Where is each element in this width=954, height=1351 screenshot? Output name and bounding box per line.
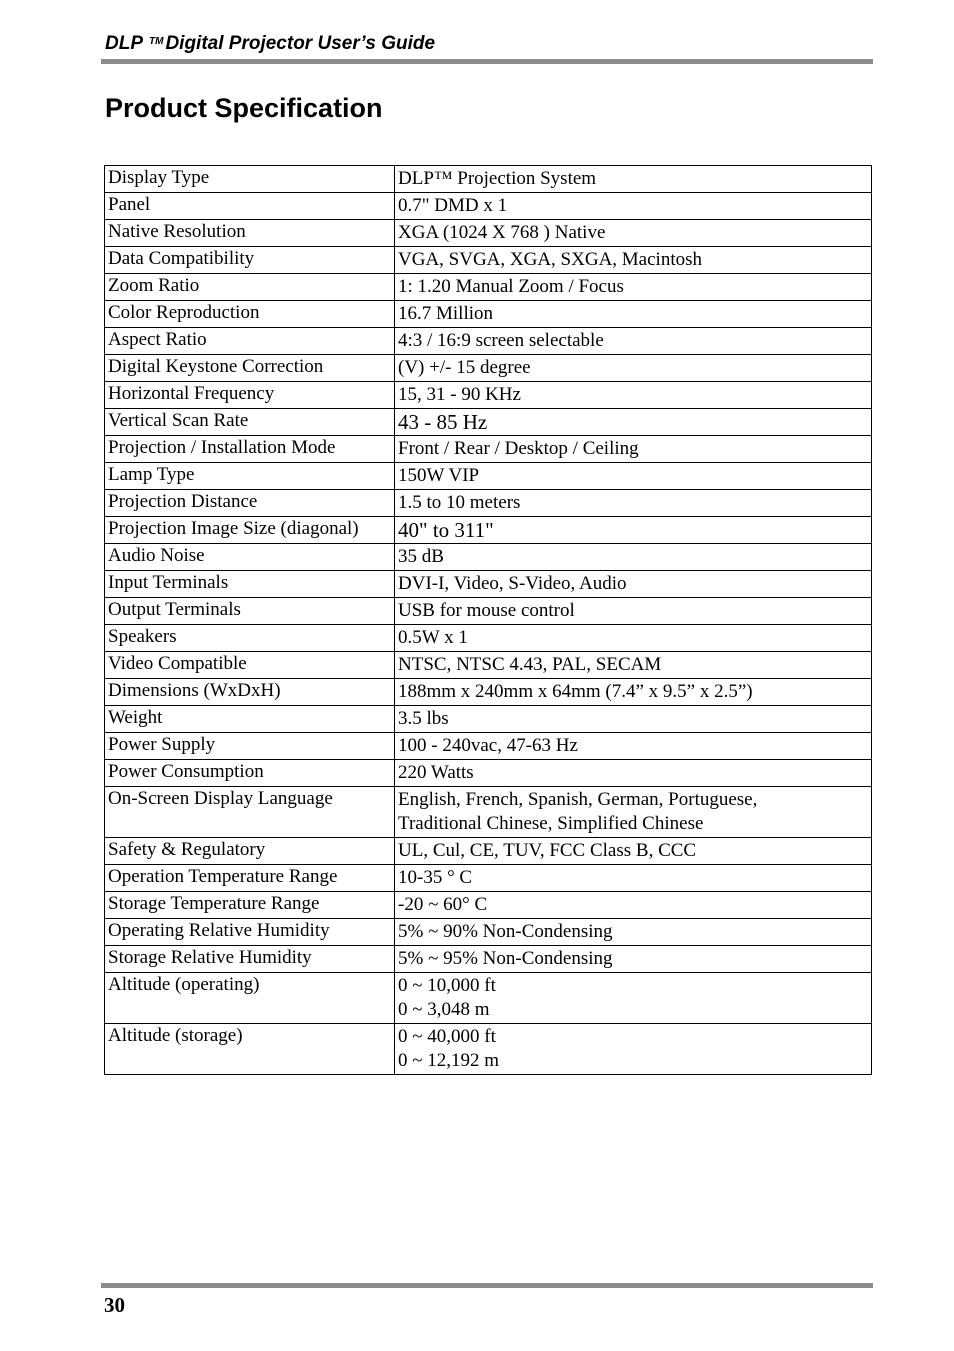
spec-value <box>395 328 872 355</box>
spec-value <box>395 571 872 598</box>
spec-value-line: 0 ~ 40,000 ft <box>398 1026 496 1047</box>
header-prefix: DLP <box>105 33 143 54</box>
spec-label: Projection Image Size (diagonal) <box>105 517 395 544</box>
spec-value <box>395 1024 872 1075</box>
spec-row <box>105 436 872 463</box>
spec-value-line: USB for mouse control <box>398 600 575 621</box>
spec-value-line: 43 - 85 Hz <box>398 410 488 434</box>
footer-rule <box>101 1283 873 1288</box>
spec-label: Dimensions (WxDxH) <box>105 679 395 706</box>
spec-value-line: 5% ~ 90% Non-Condensing <box>398 921 613 942</box>
spec-label: Input Terminals <box>105 571 395 598</box>
spec-value <box>395 733 872 760</box>
spec-value <box>395 946 872 973</box>
spec-value-line: Front / Rear / Desktop / Ceiling <box>398 438 639 459</box>
spec-value-line: English, French, Spanish, German, Portuguese, <box>398 789 758 810</box>
spec-label: Altitude (storage) <box>105 1024 395 1075</box>
spec-label: Weight <box>105 706 395 733</box>
spec-value-line: -20 ~ 60° C <box>398 894 488 915</box>
spec-value-line: 1.5 to 10 meters <box>398 492 521 513</box>
spec-label: Data Compatibility <box>105 247 395 274</box>
header-rule <box>101 59 873 64</box>
spec-label: Safety & Regulatory <box>105 838 395 865</box>
spec-value <box>395 706 872 733</box>
spec-label: Zoom Ratio <box>105 274 395 301</box>
spec-label: Video Compatible <box>105 652 395 679</box>
spec-label: Display Type <box>105 166 395 193</box>
spec-value-line: 0.5W x 1 <box>398 627 468 648</box>
spec-value <box>395 409 872 436</box>
spec-value <box>395 919 872 946</box>
spec-value-line: 15, 31 - 90 KHz <box>398 384 521 405</box>
spec-value-line: UL, Cul, CE, TUV, FCC Class B, CCC <box>398 840 697 861</box>
spec-value-line: (V) +/- 15 degree <box>398 357 531 378</box>
spec-label: Horizontal Frequency <box>105 382 395 409</box>
spec-value <box>395 517 872 544</box>
spec-value-line: 1: 1.20 Manual Zoom / Focus <box>398 276 624 297</box>
spec-value-line: 0 ~ 3,048 m <box>398 999 490 1020</box>
spec-value-line: NTSC, NTSC 4.43, PAL, SECAM <box>398 654 662 675</box>
spec-row <box>105 463 872 490</box>
spec-label: Color Reproduction <box>105 301 395 328</box>
page-title: Product Specification <box>105 93 383 123</box>
spec-row <box>105 382 872 409</box>
spec-label: Digital Keystone Correction <box>105 355 395 382</box>
spec-value <box>395 652 872 679</box>
specification-table <box>104 165 872 1075</box>
spec-label: Speakers <box>105 625 395 652</box>
spec-value-line: DVI-I, Video, S-Video, Audio <box>398 573 627 594</box>
spec-row <box>105 166 872 193</box>
spec-value <box>395 247 872 274</box>
spec-row <box>105 490 872 517</box>
spec-label: Storage Relative Humidity <box>105 946 395 973</box>
spec-value <box>395 787 872 838</box>
spec-value-line: 35 dB <box>398 546 444 567</box>
spec-label: Native Resolution <box>105 220 395 247</box>
spec-value <box>395 193 872 220</box>
spec-label: Audio Noise <box>105 544 395 571</box>
spec-value <box>395 892 872 919</box>
spec-row <box>105 838 872 865</box>
spec-value-line: Traditional Chinese, Simplified Chinese <box>398 813 704 834</box>
spec-row <box>105 193 872 220</box>
spec-value <box>395 436 872 463</box>
header-title: Digital Projector User’s Guide <box>165 33 436 54</box>
spec-row <box>105 652 872 679</box>
spec-label: Projection / Installation Mode <box>105 436 395 463</box>
spec-value-line: 40" to 311" <box>398 518 494 542</box>
spec-row <box>105 946 872 973</box>
spec-label: Output Terminals <box>105 598 395 625</box>
spec-label: Vertical Scan Rate <box>105 409 395 436</box>
spec-row <box>105 733 872 760</box>
spec-row <box>105 301 872 328</box>
spec-row <box>105 328 872 355</box>
spec-row <box>105 544 872 571</box>
spec-value <box>395 274 872 301</box>
spec-row <box>105 598 872 625</box>
spec-value-line: 100 - 240vac, 47-63 Hz <box>398 735 578 756</box>
spec-value-line: DLP™ Projection System <box>398 168 597 189</box>
spec-row <box>105 787 872 838</box>
spec-value-line: 0.7" DMD x 1 <box>398 195 508 216</box>
spec-value <box>395 838 872 865</box>
spec-value-line: XGA (1024 X 768 ) Native <box>398 222 606 243</box>
spec-value-line: 0 ~ 10,000 ft <box>398 975 496 996</box>
trademark-mark: TM <box>149 36 164 47</box>
spec-row <box>105 865 872 892</box>
spec-value <box>395 679 872 706</box>
spec-row <box>105 409 872 436</box>
spec-row <box>105 973 872 1024</box>
spec-value <box>395 382 872 409</box>
spec-label: Power Consumption <box>105 760 395 787</box>
spec-label: Altitude (operating) <box>105 973 395 1024</box>
spec-value-line: VGA, SVGA, XGA, SXGA, Macintosh <box>398 249 702 270</box>
spec-value <box>395 355 872 382</box>
spec-row <box>105 517 872 544</box>
spec-row <box>105 919 872 946</box>
spec-value-line: 10-35 ° C <box>398 867 473 888</box>
specification-table-body <box>105 166 872 1075</box>
spec-value-line: 4:3 / 16:9 screen selectable <box>398 330 604 351</box>
spec-row <box>105 892 872 919</box>
spec-value <box>395 625 872 652</box>
spec-value <box>395 544 872 571</box>
spec-row <box>105 571 872 598</box>
spec-value <box>395 865 872 892</box>
running-header <box>105 33 435 55</box>
spec-label: Operating Relative Humidity <box>105 919 395 946</box>
spec-label: Projection Distance <box>105 490 395 517</box>
spec-value <box>395 301 872 328</box>
spec-value-line: 188mm x 240mm x 64mm (7.4” x 9.5” x 2.5”) <box>398 681 753 702</box>
page-number: 30 <box>104 1293 125 1317</box>
spec-row <box>105 679 872 706</box>
spec-value-line: 3.5 lbs <box>398 708 449 729</box>
spec-value-line: 150W VIP <box>398 465 480 486</box>
spec-label: Panel <box>105 193 395 220</box>
spec-value <box>395 490 872 517</box>
spec-value-line: 16.7 Million <box>398 303 494 324</box>
spec-value <box>395 166 872 193</box>
spec-row <box>105 355 872 382</box>
spec-label: On-Screen Display Language <box>105 787 395 838</box>
spec-value-line: 220 Watts <box>398 762 474 783</box>
spec-row <box>105 220 872 247</box>
spec-row <box>105 274 872 301</box>
spec-label: Operation Temperature Range <box>105 865 395 892</box>
spec-label: Storage Temperature Range <box>105 892 395 919</box>
spec-row <box>105 247 872 274</box>
spec-row <box>105 1024 872 1075</box>
spec-value <box>395 760 872 787</box>
spec-value <box>395 220 872 247</box>
spec-label: Lamp Type <box>105 463 395 490</box>
spec-value <box>395 598 872 625</box>
spec-value <box>395 973 872 1024</box>
spec-value-line: 5% ~ 95% Non-Condensing <box>398 948 613 969</box>
spec-label: Aspect Ratio <box>105 328 395 355</box>
spec-row <box>105 760 872 787</box>
spec-label: Power Supply <box>105 733 395 760</box>
spec-row <box>105 625 872 652</box>
spec-value-line: 0 ~ 12,192 m <box>398 1050 500 1071</box>
spec-value <box>395 463 872 490</box>
spec-row <box>105 706 872 733</box>
